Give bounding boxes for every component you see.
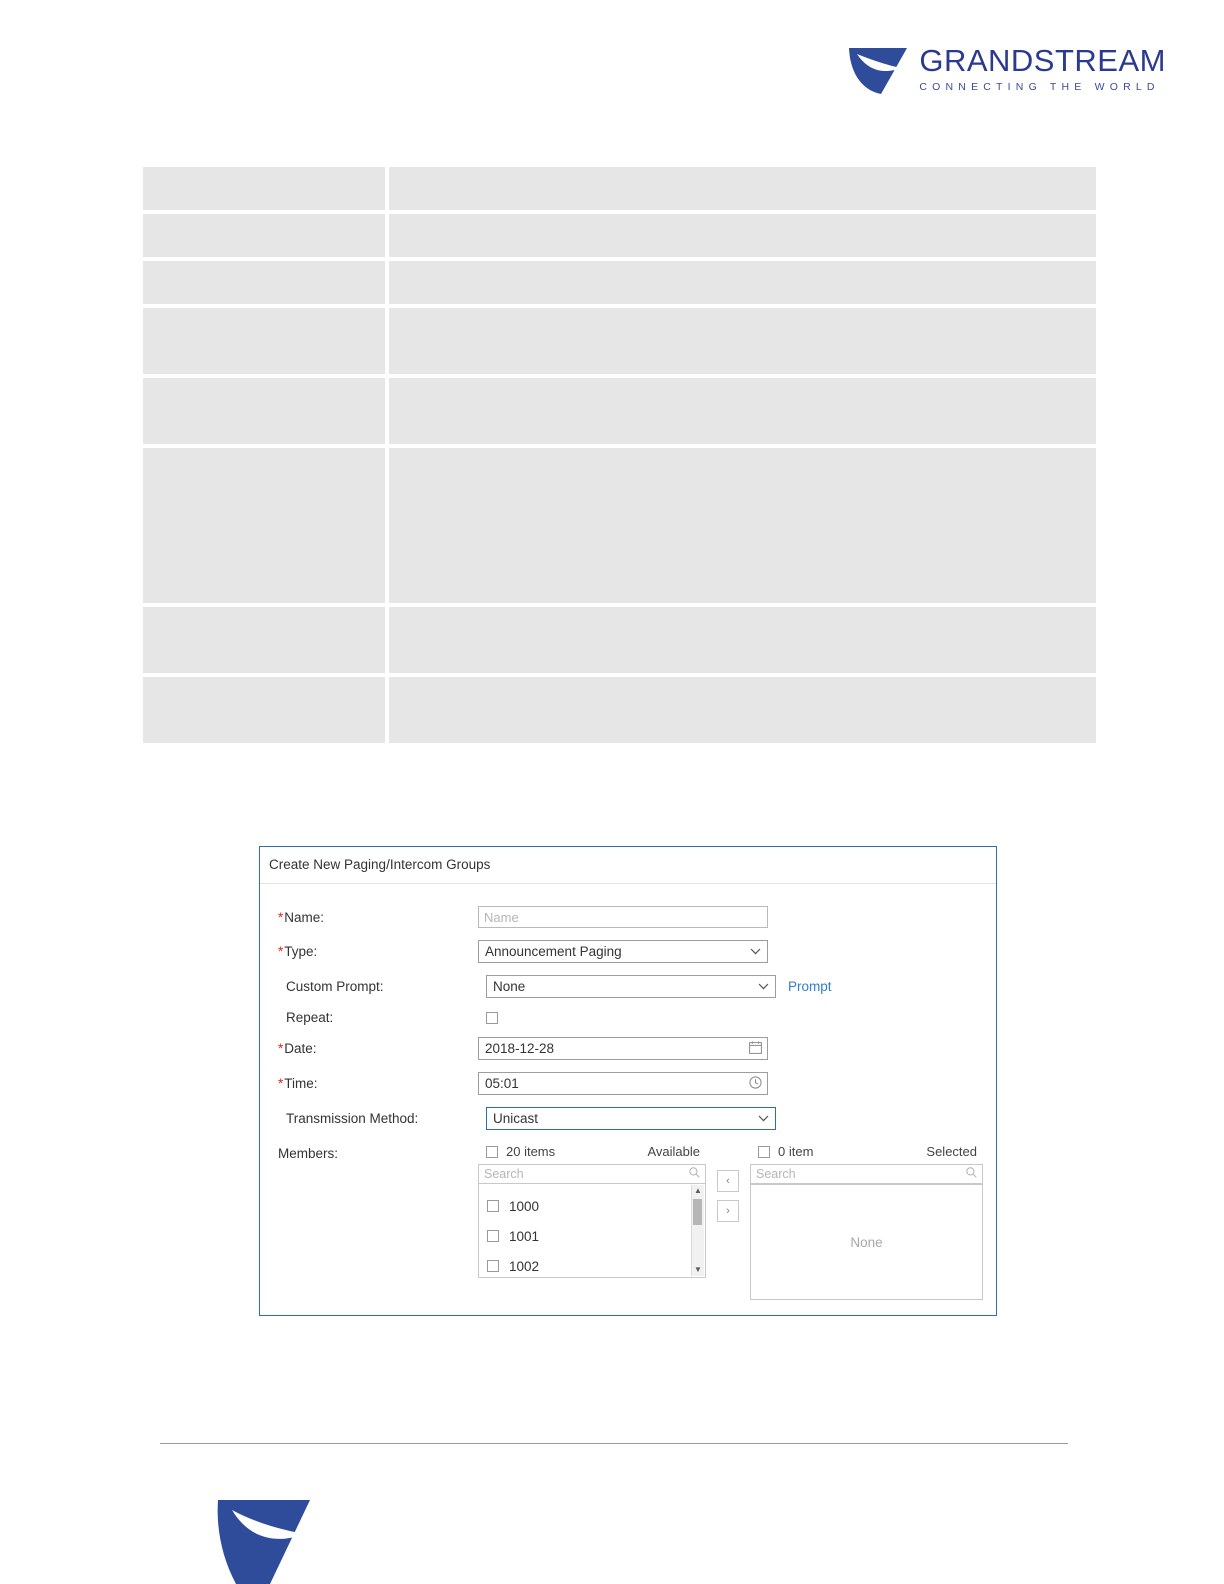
available-select-all[interactable] [486, 1144, 555, 1159]
move-left-button[interactable]: ‹ [717, 1170, 739, 1192]
transmission-method-select[interactable] [486, 1107, 776, 1130]
brand-name: GRANDSTREAM [919, 43, 1166, 79]
brand-text [919, 45, 1166, 93]
table-row [141, 306, 1098, 376]
required-marker: * [278, 1041, 284, 1056]
redacted-content-table [141, 165, 1098, 745]
members-label: Members: [278, 1146, 339, 1161]
date-input[interactable] [478, 1037, 768, 1060]
list-item-checkbox[interactable] [487, 1230, 499, 1242]
available-list-header [478, 1144, 706, 1164]
dialog-body [260, 884, 996, 1300]
table-row [141, 259, 1098, 306]
type-label-text: Type: [284, 944, 318, 959]
available-list [478, 1144, 706, 1278]
prompt-link[interactable]: Prompt [788, 979, 832, 994]
move-right-button[interactable]: › [717, 1200, 739, 1222]
scroll-up-icon[interactable]: ▲ [694, 1186, 702, 1195]
footer-logo-icon [192, 1500, 312, 1584]
table-cell-label [141, 446, 387, 605]
scroll-down-icon[interactable]: ▼ [694, 1265, 702, 1274]
type-label [278, 944, 478, 959]
type-select[interactable] [478, 940, 768, 963]
available-search-placeholder: Search [484, 1167, 524, 1181]
required-marker: * [278, 944, 284, 959]
field-row-custom-prompt [260, 975, 996, 998]
table-cell-value [387, 306, 1098, 376]
available-count: 20 items [506, 1144, 556, 1159]
available-list-scrollbar[interactable] [691, 1185, 704, 1276]
grandstream-swoosh-icon [847, 42, 909, 96]
field-row-time [260, 1072, 996, 1095]
calendar-icon[interactable] [749, 1041, 762, 1057]
table-row [141, 165, 1098, 212]
transfer-buttons [717, 1170, 739, 1222]
repeat-label: Repeat: [286, 1010, 334, 1025]
time-label [278, 1076, 478, 1091]
table-cell-value [387, 446, 1098, 605]
selected-list [750, 1144, 983, 1300]
list-item-checkbox[interactable] [487, 1200, 499, 1212]
available-title: Available [647, 1144, 700, 1159]
name-label-text: Name: [284, 909, 325, 925]
table-cell-value [387, 165, 1098, 212]
table-body [141, 165, 1098, 745]
chevron-down-icon [750, 948, 761, 955]
date-value: 2018-12-28 [485, 1041, 555, 1056]
dialog-title: Create New Paging/Intercom Groups [260, 847, 996, 884]
list-item[interactable] [487, 1251, 705, 1281]
table-cell-label [141, 165, 387, 212]
field-row-type [260, 940, 996, 963]
selected-select-all-checkbox[interactable] [758, 1146, 770, 1158]
date-label-text: Date: [284, 1041, 317, 1056]
create-paging-group-dialog [259, 846, 997, 1316]
table-cell-value [387, 675, 1098, 745]
type-select-value: Announcement Paging [485, 944, 622, 959]
required-marker: * [278, 909, 284, 925]
name-input[interactable] [478, 906, 768, 928]
table-row [141, 376, 1098, 446]
list-item-label: 1001 [509, 1228, 540, 1244]
time-value: 05:01 [485, 1076, 519, 1091]
chevron-down-icon [758, 983, 769, 990]
repeat-checkbox[interactable] [486, 1012, 498, 1024]
time-label-text: Time: [284, 1076, 318, 1091]
selected-select-all[interactable] [758, 1144, 813, 1159]
available-items [479, 1184, 705, 1281]
table-row [141, 605, 1098, 675]
date-label [278, 1041, 478, 1056]
custom-prompt-value: None [493, 979, 526, 994]
selected-list-header [750, 1144, 983, 1164]
table-cell-label [141, 605, 387, 675]
time-input[interactable] [478, 1072, 768, 1095]
transmission-method-label: Transmission Method: [286, 1111, 419, 1126]
table-cell-label [141, 259, 387, 306]
brand-tagline: CONNECTING THE WORLD [919, 81, 1160, 94]
transmission-method-value: Unicast [493, 1111, 539, 1126]
available-items-frame [478, 1184, 706, 1278]
table-row [141, 212, 1098, 259]
table-cell-label [141, 212, 387, 259]
selected-title: Selected [926, 1144, 977, 1159]
table-cell-label [141, 306, 387, 376]
list-item[interactable] [487, 1191, 705, 1221]
list-item[interactable] [487, 1221, 705, 1251]
selected-count: 0 item [778, 1144, 814, 1159]
field-row-date [260, 1037, 996, 1060]
table-cell-value [387, 212, 1098, 259]
selected-search-placeholder: Search [756, 1167, 796, 1181]
custom-prompt-label: Custom Prompt: [286, 979, 384, 994]
selected-search-input[interactable] [750, 1164, 983, 1184]
field-row-repeat [260, 1010, 996, 1025]
search-icon[interactable] [966, 1167, 977, 1181]
available-select-all-checkbox[interactable] [486, 1146, 498, 1158]
selected-empty-state: None [750, 1184, 983, 1300]
table-cell-label [141, 376, 387, 446]
list-item-label: 1000 [509, 1198, 540, 1214]
scrollbar-thumb[interactable] [693, 1199, 702, 1225]
table-cell-value [387, 259, 1098, 306]
name-label [278, 910, 478, 925]
footer-divider [160, 1443, 1068, 1444]
table-cell-label [141, 675, 387, 745]
list-item-checkbox[interactable] [487, 1260, 499, 1272]
list-item-label: 1002 [509, 1258, 540, 1274]
brand-logo [847, 42, 1166, 96]
required-marker: * [278, 1076, 284, 1091]
available-search-input[interactable] [478, 1164, 706, 1184]
table-cell-value [387, 605, 1098, 675]
field-row-members [260, 1144, 996, 1300]
table-cell-value [387, 376, 1098, 446]
members-dual-list [478, 1144, 983, 1300]
field-row-name [260, 906, 996, 928]
chevron-down-icon [758, 1115, 769, 1122]
search-icon[interactable] [689, 1167, 700, 1181]
table-row [141, 675, 1098, 745]
table-row [141, 446, 1098, 605]
field-row-transmission-method [260, 1107, 996, 1130]
clock-icon[interactable] [749, 1076, 762, 1092]
custom-prompt-select[interactable] [486, 975, 776, 998]
